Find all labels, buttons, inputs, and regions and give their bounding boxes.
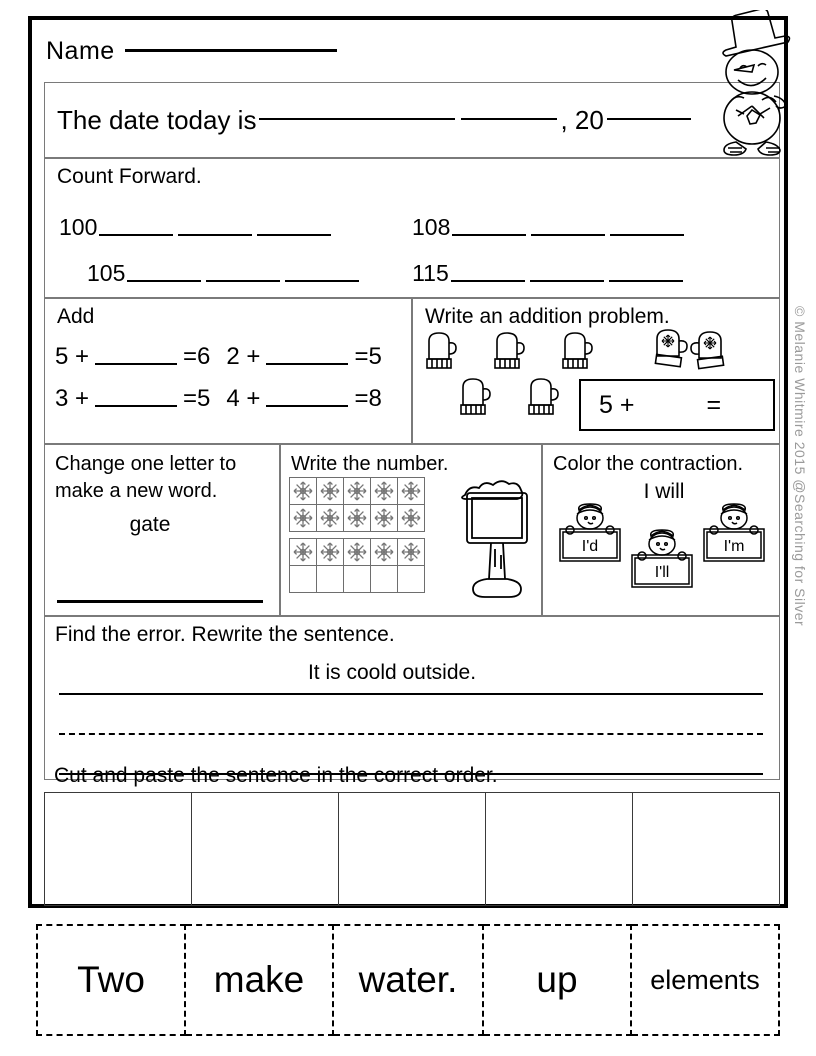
frame-cell-empty bbox=[344, 566, 371, 593]
contraction-prompt: I will bbox=[643, 480, 685, 503]
ten-frames bbox=[289, 477, 425, 599]
add-blank[interactable] bbox=[266, 405, 348, 407]
frame-cell bbox=[290, 539, 317, 566]
frame-cell bbox=[290, 505, 317, 532]
date-month-blank[interactable] bbox=[259, 118, 455, 120]
add-line-2 bbox=[45, 371, 411, 413]
write-number-title: Write the number. bbox=[291, 453, 449, 475]
paste-cell[interactable] bbox=[192, 792, 339, 906]
count-seed-4: 115 bbox=[412, 260, 449, 286]
snowman-icon bbox=[700, 10, 800, 165]
name-row bbox=[32, 20, 784, 82]
frame-cell bbox=[398, 478, 425, 505]
add-line-1 bbox=[45, 329, 411, 371]
paste-cell[interactable] bbox=[486, 792, 633, 906]
change-letter-section bbox=[44, 444, 280, 616]
name-label: Name bbox=[46, 36, 115, 65]
word-card[interactable]: up bbox=[484, 924, 632, 1036]
write-addition-title: Write an addition problem. bbox=[425, 305, 670, 328]
word-card[interactable]: make bbox=[186, 924, 334, 1036]
equation-equals: = bbox=[706, 390, 722, 419]
write-number-section bbox=[280, 444, 542, 616]
snowflake-mitten-pair bbox=[649, 325, 749, 379]
cut-paste-title: Cut and paste the sentence in the correct order. bbox=[54, 764, 498, 787]
add-blank[interactable] bbox=[95, 363, 177, 365]
frame-cell bbox=[398, 505, 425, 532]
frame-cell bbox=[371, 539, 398, 566]
add-problem-3 bbox=[55, 385, 210, 413]
date-year-blank[interactable] bbox=[607, 118, 691, 120]
add-result-4: =8 bbox=[354, 385, 382, 412]
add-result-3: =5 bbox=[183, 385, 211, 412]
count-blank[interactable] bbox=[257, 234, 331, 236]
add-operand-4: 4 + bbox=[226, 385, 261, 412]
count-forward-section bbox=[44, 158, 780, 298]
frame-cell bbox=[317, 505, 344, 532]
add-problem-1 bbox=[55, 343, 210, 371]
addition-equation-box[interactable] bbox=[579, 379, 775, 431]
find-error-sentence: It is coold outside. bbox=[307, 661, 477, 684]
frame-cell-empty bbox=[317, 566, 344, 593]
frame-cell-empty bbox=[290, 566, 317, 593]
copyright-watermark: © Melanie Whitmire 2015 @Searching for Silver bbox=[792, 306, 808, 627]
ten-frame-row bbox=[290, 505, 425, 532]
frame-cell-empty bbox=[398, 566, 425, 593]
date-row bbox=[44, 82, 780, 158]
worksheet-sheet bbox=[28, 16, 808, 908]
contraction-section bbox=[542, 444, 780, 616]
frame-cell-empty bbox=[371, 566, 398, 593]
word-card[interactable]: water. bbox=[334, 924, 484, 1036]
count-forward-line-1 bbox=[45, 195, 779, 241]
paste-grid bbox=[44, 792, 780, 906]
middle-row bbox=[44, 298, 780, 444]
count-blank[interactable] bbox=[609, 280, 683, 282]
date-day-blank[interactable] bbox=[461, 118, 557, 120]
add-problem-2 bbox=[226, 343, 381, 371]
equation-start: 5 + bbox=[599, 390, 635, 419]
add-result-1: =6 bbox=[183, 343, 211, 370]
count-sequence-3 bbox=[45, 260, 412, 287]
count-seed-3: 105 bbox=[87, 260, 126, 286]
change-letter-answer-line[interactable] bbox=[57, 600, 263, 603]
count-sequence-1 bbox=[45, 214, 412, 241]
contraction-option-1[interactable] bbox=[555, 501, 625, 568]
frame-cell bbox=[317, 539, 344, 566]
frame-cell bbox=[398, 539, 425, 566]
find-error-section bbox=[44, 616, 780, 780]
frame-cell bbox=[317, 478, 344, 505]
frame-cell bbox=[290, 478, 317, 505]
change-letter-title: Change one letter to make a new word. bbox=[55, 453, 237, 502]
count-blank[interactable] bbox=[206, 280, 280, 282]
add-operand-2: 2 + bbox=[226, 343, 261, 370]
count-blank[interactable] bbox=[531, 234, 605, 236]
contraction-option-2[interactable] bbox=[627, 527, 697, 594]
count-seed-2: 108 bbox=[412, 214, 451, 240]
count-forward-line-2 bbox=[45, 241, 779, 287]
snowy-easel-icon bbox=[457, 475, 537, 610]
paste-cell[interactable] bbox=[339, 792, 486, 906]
handwriting-lines[interactable] bbox=[59, 693, 763, 775]
contraction-label-2: I'll bbox=[654, 564, 670, 581]
word-card[interactable]: Two bbox=[36, 924, 186, 1036]
write-addition-section bbox=[412, 298, 780, 444]
count-sequence-2 bbox=[412, 214, 779, 241]
find-error-title: Find the error. Rewrite the sentence. bbox=[55, 623, 395, 646]
ten-frame-two bbox=[289, 538, 425, 593]
frame-cell bbox=[371, 478, 398, 505]
frame-cell bbox=[344, 505, 371, 532]
ten-frame-row bbox=[290, 539, 425, 566]
frame-cell bbox=[371, 505, 398, 532]
spacer bbox=[59, 695, 763, 733]
contraction-title: Color the contraction. bbox=[553, 453, 744, 475]
change-letter-word: gate bbox=[129, 513, 171, 536]
add-section bbox=[44, 298, 412, 444]
paste-cell[interactable] bbox=[44, 792, 192, 906]
frame-cell bbox=[344, 539, 371, 566]
count-blank[interactable] bbox=[451, 280, 525, 282]
count-blank[interactable] bbox=[610, 234, 684, 236]
word-card[interactable]: elements bbox=[632, 924, 780, 1036]
frame-cell bbox=[344, 478, 371, 505]
word-card-strip bbox=[36, 924, 780, 1036]
add-result-2: =5 bbox=[354, 343, 382, 370]
count-blank[interactable] bbox=[178, 234, 252, 236]
name-blank-line[interactable] bbox=[125, 49, 337, 52]
paste-cell[interactable] bbox=[633, 792, 780, 906]
add-blank[interactable] bbox=[95, 405, 177, 407]
count-sequence-4 bbox=[412, 260, 779, 287]
count-seed-1: 100 bbox=[59, 214, 98, 240]
contraction-option-3[interactable] bbox=[699, 501, 769, 568]
add-operand-3: 3 + bbox=[55, 385, 90, 412]
ten-frame-row bbox=[290, 566, 425, 593]
add-blank[interactable] bbox=[266, 363, 348, 365]
add-problem-4 bbox=[226, 385, 381, 413]
ten-frame-one bbox=[289, 477, 425, 532]
date-year-prefix: , 20 bbox=[560, 104, 604, 135]
ten-frame-row bbox=[290, 478, 425, 505]
add-operand-1: 5 + bbox=[55, 343, 90, 370]
contraction-label-1: I'd bbox=[581, 538, 599, 555]
date-prefix-label: The date today is bbox=[57, 104, 257, 135]
count-blank[interactable] bbox=[530, 280, 604, 282]
contraction-label-3: I'm bbox=[723, 538, 745, 555]
add-title: Add bbox=[57, 305, 95, 328]
count-blank[interactable] bbox=[127, 280, 201, 282]
activities-row bbox=[44, 444, 780, 616]
count-blank[interactable] bbox=[452, 234, 526, 236]
count-blank[interactable] bbox=[285, 280, 359, 282]
count-blank[interactable] bbox=[99, 234, 173, 236]
count-forward-title: Count Forward. bbox=[57, 165, 202, 188]
count-forward-grid bbox=[45, 195, 779, 287]
